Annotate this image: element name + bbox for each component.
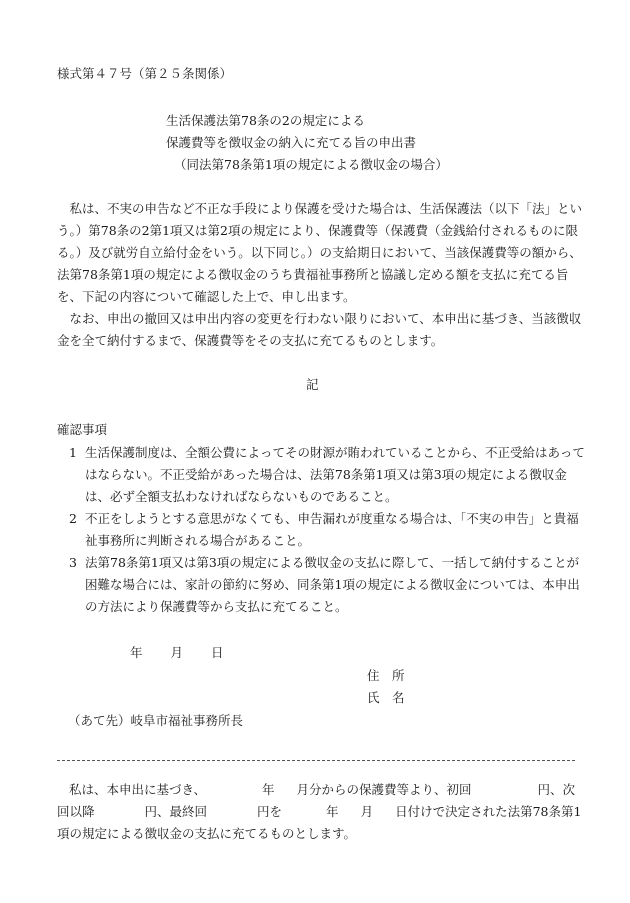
confirm-item-text: 生活保護制度は、全額公費によってその財源が賄われていることから、不正受給はあってはならない。不正受給があった場合は、法第78条第1項又は第3項の規定による徴収金は、必ず全額支払わなければならないものであること。	[85, 445, 585, 504]
title-line-1: 生活保護法第78条の2の規定による	[166, 113, 365, 128]
confirm-item-number: 3	[69, 555, 77, 570]
name-label: 氏 名	[367, 690, 405, 705]
confirm-item	[57, 508, 587, 552]
date-line	[130, 643, 224, 661]
destination: （あて先）岐阜市福祉事務所長	[68, 713, 244, 728]
body-paragraph-2: なお、申出の撤回又は申出内容の変更を行わない限りにおいて、本申出に基づき、当該徴収金を全て納付するまで、保護費等をその支払に充てるものとします。	[57, 311, 582, 348]
title-line-2: 保護費等を徴収金の納入に充てる旨の申出書	[166, 135, 417, 150]
office-use-paragraph: 私は、本申出に基づき、 年 月分からの保護費等より、初回 円、次回以降 円、最終回 円を 年 月 日付けで決定された法第78条第1項の規定による徴収金の支払に充てるものとします。	[57, 782, 582, 841]
form-number: 様式第４７号（第２５条関係）	[57, 66, 233, 81]
confirm-heading: 確認事項	[57, 422, 108, 437]
title-line-3: （同法第78条第1項の規定による徴収金の場合）	[174, 157, 448, 172]
body-paragraph-1: 私は、不実の申告など不正な手段により保護を受けた場合は、生活保護法（以下「法」という。）第78条の2第1項又は第2項の規定により、保護費等（保護費（金銭給付されるものに限る。）及び就労自立給付金をいう。以下同じ。）の支給期日において、当該保護費等の額から、法第78条第1項の規定による徴収金のうち貴福祉事務所と協議し定める額を支払に充てる旨を、下記の内容について確認した上で、申し出ます。	[57, 201, 583, 304]
confirm-item-text: 不正をしようとする意思がなくても、申告漏れが度重なる場合は、「不実の申告」と貴福祉事務所に判断される場合があること。	[85, 511, 579, 548]
confirm-item-number: 1	[69, 445, 77, 460]
month-label: 月	[170, 645, 184, 660]
confirm-item	[57, 442, 587, 508]
confirm-item-text: 法第78条第1項又は第3項の規定による徴収金の支払に際して、一括して納付することが困難な場合には、家計の節約に努め、同条第1項の規定による徴収金については、本申出の方法により保護費等から支払に充てること。	[85, 555, 580, 614]
day-label: 日	[211, 645, 224, 660]
confirm-item-number: 2	[69, 511, 77, 526]
address-label: 住 所	[367, 668, 405, 683]
confirm-item	[57, 552, 587, 618]
divider-line	[57, 760, 575, 761]
year-label: 年	[130, 645, 143, 660]
ki-heading: 記	[306, 377, 319, 392]
